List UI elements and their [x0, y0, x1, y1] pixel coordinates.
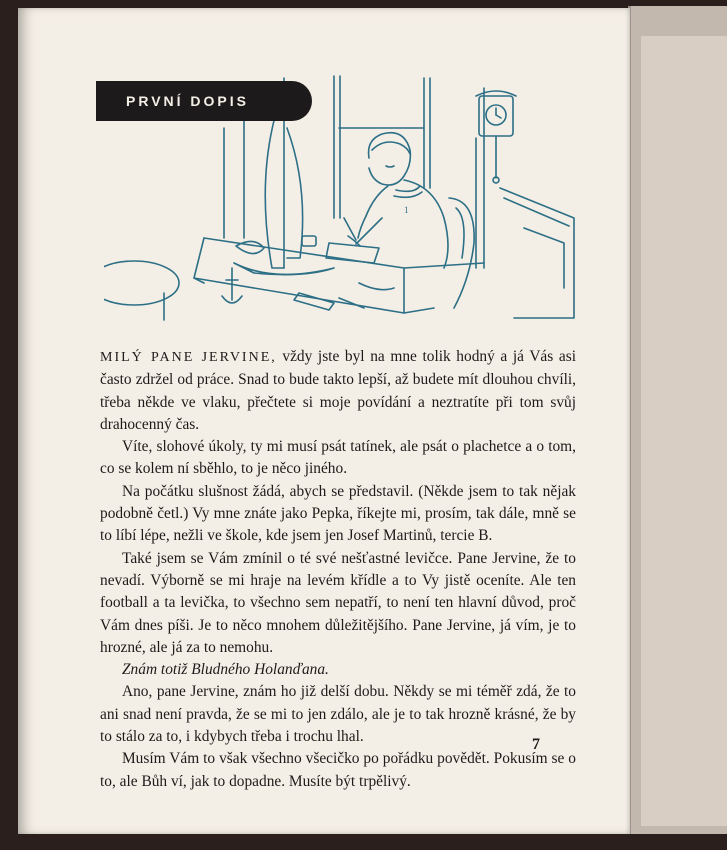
- paragraph-1-text: vždy jste byl na mne tolik hodný a já Vás asi často zdržel od práce. Snad to bude takto lepší, až budete mít dlouhou chvíli, třeba někde ve vlaku, přečtete si moje povídání a neztratíte při tom svůj drahocenný čas.: [100, 348, 576, 433]
- back-cover-edge: [628, 6, 727, 834]
- book-page: [18, 8, 630, 834]
- paragraph-4: Také jsem se Vám zmínil o té své nešťastné levičce. Pane Jervine, že to nevadí. Výborně se mi hraje na levém křídle a to Vy jistě oceníte. Ale ten football a ta levička, to všechno sem nepatří, to není ten hlavní důvod, proč Vám dnes píši. Je to něco mnohem důležitějšího. Pane Jervine, já vím, je to hrozné, ale já za to nemohu.: [100, 549, 576, 656]
- paragraph-7: Musím Vám to však všechno všecičko po pořádku povědět. Pokusím se o to, ale Bůh ví, jak to dopadne. Musíte být trpělivý.: [100, 750, 576, 790]
- paragraph-5: Znám totiž Bludného Holanďana.: [122, 661, 329, 679]
- paragraph-2: Víte, slohové úkoly, ty mi musí psát tatínek, ale psát o plachetce a o tom, co se kolem ní sběhlo, to je něco jiného.: [100, 438, 576, 478]
- chapter-title: PRVNÍ DOPIS: [96, 81, 312, 121]
- page-number: 7: [532, 736, 540, 753]
- paragraph-1: [100, 346, 576, 436]
- salutation: MILÝ PANE JERVINE,: [100, 350, 277, 365]
- paragraph-6: Ano, pane Jervine, znám ho již delší dobu. Někdy se mi téměř zdá, že to ani snad není pravda, že se mi to jen zdálo, ale je to tak hrozně krásné, že by to stálo za to, i kdybych třeba i trochu lhal.: [100, 683, 576, 746]
- svg-text:1: 1: [404, 205, 409, 215]
- paragraph-3: Na počátku slušnost žádá, abych se představil. (Někde jsem to tak nějak podobně četl.) Vy mne znáte jako Pepka, říkejte mi, prosím, tak dále, mně se to líbí lépe, nežli ve škole, kde jsem jen Josef Martinů, tercie B.: [100, 482, 576, 545]
- letter-body: [100, 346, 576, 793]
